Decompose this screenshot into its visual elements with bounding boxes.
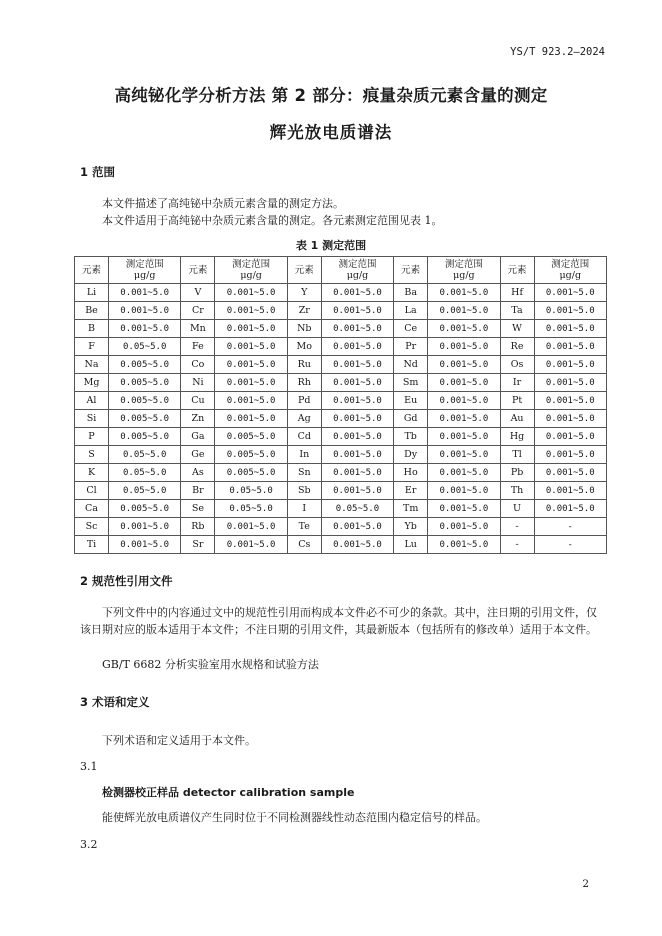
element-symbol-cell: Te [287, 518, 321, 536]
element-symbol-cell: Ni [181, 374, 215, 392]
range-value-cell: 0.05~5.0 [215, 500, 287, 518]
header-range: 测定范围 μg/g [428, 257, 500, 284]
section-3-paragraph: 下列术语和定义适用于本文件。 [102, 734, 256, 747]
range-value-cell: 0.001~5.0 [428, 302, 500, 320]
element-symbol-cell: Gd [394, 410, 428, 428]
range-value-cell: 0.05~5.0 [109, 338, 181, 356]
element-symbol-cell: W [500, 320, 534, 338]
element-symbol-cell: Sm [394, 374, 428, 392]
section-1-heading: 1 范围 [80, 165, 116, 179]
range-value-cell: - [534, 518, 606, 536]
range-value-cell: 0.005~5.0 [215, 428, 287, 446]
element-symbol-cell: Sn [287, 464, 321, 482]
range-value-cell: 0.001~5.0 [534, 446, 606, 464]
range-value-cell: 0.05~5.0 [109, 482, 181, 500]
element-symbol-cell: La [394, 302, 428, 320]
range-value-cell: 0.005~5.0 [109, 356, 181, 374]
element-symbol-cell: Ag [287, 410, 321, 428]
section-1-paragraph-2: 本文件适用于高纯铋中杂质元素含量的测定。各元素测定范围见表 1。 [102, 214, 443, 227]
element-symbol-cell: B [75, 320, 109, 338]
element-symbol-cell: Se [181, 500, 215, 518]
element-symbol-cell: Ti [75, 536, 109, 554]
table-body [75, 284, 607, 554]
range-value-cell: 0.05~5.0 [215, 482, 287, 500]
document-title: 高纯铋化学分析方法 第 2 部分：痕量杂质元素含量的测定 [114, 86, 548, 105]
element-symbol-cell: Sr [181, 536, 215, 554]
element-symbol-cell: Cl [75, 482, 109, 500]
range-value-cell: 0.05~5.0 [109, 464, 181, 482]
term-3-1-number: 3.1 [80, 760, 98, 773]
range-value-cell: 0.001~5.0 [215, 536, 287, 554]
range-value-cell: 0.001~5.0 [109, 284, 181, 302]
element-symbol-cell: Tl [500, 446, 534, 464]
table-row [75, 284, 607, 302]
element-symbol-cell: Ce [394, 320, 428, 338]
range-value-cell: 0.001~5.0 [321, 302, 393, 320]
header-element: 元素 [394, 257, 428, 284]
range-value-cell: 0.001~5.0 [534, 302, 606, 320]
table-row [75, 302, 607, 320]
element-symbol-cell: V [181, 284, 215, 302]
header-element: 元素 [75, 257, 109, 284]
range-value-cell: 0.001~5.0 [215, 320, 287, 338]
range-value-cell: 0.001~5.0 [321, 428, 393, 446]
element-symbol-cell: Ta [500, 302, 534, 320]
range-value-cell: 0.001~5.0 [428, 284, 500, 302]
range-value-cell: 0.001~5.0 [428, 392, 500, 410]
table-row [75, 392, 607, 410]
table-caption: 表 1 测定范围 [295, 239, 367, 252]
range-value-cell: 0.001~5.0 [428, 356, 500, 374]
range-value-cell: 0.001~5.0 [534, 464, 606, 482]
element-symbol-cell: Pt [500, 392, 534, 410]
normative-reference-item: GB/T 6682 分析实验室用水规格和试验方法 [102, 658, 319, 671]
element-symbol-cell: Re [500, 338, 534, 356]
range-value-cell: 0.005~5.0 [109, 374, 181, 392]
range-value-cell: 0.001~5.0 [215, 356, 287, 374]
range-value-cell: 0.001~5.0 [534, 410, 606, 428]
element-symbol-cell: I [287, 500, 321, 518]
element-symbol-cell: Nd [394, 356, 428, 374]
term-3-1-title: 检测器校正样品 detector calibration sample [102, 786, 355, 799]
element-symbol-cell: Ba [394, 284, 428, 302]
element-symbol-cell: Ca [75, 500, 109, 518]
range-value-cell: 0.001~5.0 [428, 518, 500, 536]
range-value-cell: 0.001~5.0 [321, 518, 393, 536]
element-symbol-cell: Co [181, 356, 215, 374]
element-symbol-cell: Cs [287, 536, 321, 554]
element-symbol-cell: K [75, 464, 109, 482]
element-symbol-cell: Fe [181, 338, 215, 356]
element-symbol-cell: Eu [394, 392, 428, 410]
element-symbol-cell: Si [75, 410, 109, 428]
range-value-cell: 0.001~5.0 [428, 446, 500, 464]
range-value-cell: 0.001~5.0 [321, 482, 393, 500]
range-value-cell: 0.001~5.0 [534, 392, 606, 410]
element-symbol-cell: Al [75, 392, 109, 410]
range-value-cell: 0.001~5.0 [428, 428, 500, 446]
element-symbol-cell: Zn [181, 410, 215, 428]
element-symbol-cell: Dy [394, 446, 428, 464]
element-symbol-cell: Zr [287, 302, 321, 320]
range-value-cell: 0.001~5.0 [321, 464, 393, 482]
measurement-range-table [74, 256, 607, 554]
range-value-cell: 0.001~5.0 [321, 410, 393, 428]
header-element: 元素 [500, 257, 534, 284]
element-symbol-cell: Sc [75, 518, 109, 536]
header-element: 元素 [287, 257, 321, 284]
table-row [75, 410, 607, 428]
table-row [75, 500, 607, 518]
range-value-cell: 0.001~5.0 [321, 446, 393, 464]
table-row [75, 338, 607, 356]
element-symbol-cell: Tm [394, 500, 428, 518]
range-value-cell: 0.001~5.0 [321, 356, 393, 374]
table-row [75, 482, 607, 500]
element-symbol-cell: Br [181, 482, 215, 500]
element-symbol-cell: Na [75, 356, 109, 374]
range-value-cell: 0.005~5.0 [109, 428, 181, 446]
range-value-cell: 0.001~5.0 [428, 482, 500, 500]
element-symbol-cell: Rh [287, 374, 321, 392]
range-value-cell: 0.001~5.0 [428, 536, 500, 554]
range-value-cell: - [534, 536, 606, 554]
element-symbol-cell: Yb [394, 518, 428, 536]
range-value-cell: 0.001~5.0 [215, 338, 287, 356]
element-symbol-cell: S [75, 446, 109, 464]
range-value-cell: 0.001~5.0 [534, 320, 606, 338]
header-element: 元素 [181, 257, 215, 284]
range-value-cell: 0.001~5.0 [428, 320, 500, 338]
element-symbol-cell: As [181, 464, 215, 482]
page-number: 2 [582, 878, 589, 890]
element-symbol-cell: Pb [500, 464, 534, 482]
element-symbol-cell: Os [500, 356, 534, 374]
section-2-heading: 2 规范性引用文件 [80, 574, 173, 588]
range-value-cell: 0.001~5.0 [534, 374, 606, 392]
element-symbol-cell: Ho [394, 464, 428, 482]
element-symbol-cell: - [500, 518, 534, 536]
document-number: YS/T 923.2—2024 [510, 46, 605, 58]
range-value-cell: 0.001~5.0 [321, 392, 393, 410]
document-subtitle: 辉光放电质谱法 [269, 123, 393, 142]
element-symbol-cell: - [500, 536, 534, 554]
range-value-cell: 0.005~5.0 [109, 392, 181, 410]
table-row [75, 518, 607, 536]
range-value-cell: 0.001~5.0 [534, 428, 606, 446]
range-value-cell: 0.001~5.0 [215, 518, 287, 536]
element-symbol-cell: Cu [181, 392, 215, 410]
range-value-cell: 0.001~5.0 [534, 500, 606, 518]
range-value-cell: 0.001~5.0 [534, 482, 606, 500]
range-value-cell: 0.001~5.0 [215, 284, 287, 302]
element-symbol-cell: Au [500, 410, 534, 428]
section-2-paragraph: 下列文件中的内容通过文中的规范性引用而构成本文件必不可少的条款。其中，注日期的引用文件，仅该日期对应的版本适用于本文件；不注日期的引用文件，其最新版本（包括所有的修改单）适用于本文件。 [80, 606, 597, 636]
element-symbol-cell: P [75, 428, 109, 446]
element-symbol-cell: Ir [500, 374, 534, 392]
section-3-heading: 3 术语和定义 [80, 695, 150, 709]
range-value-cell: 0.001~5.0 [534, 338, 606, 356]
range-value-cell: 0.001~5.0 [109, 518, 181, 536]
element-symbol-cell: Pd [287, 392, 321, 410]
element-symbol-cell: Hg [500, 428, 534, 446]
range-value-cell: 0.001~5.0 [534, 356, 606, 374]
term-3-1-definition: 能使辉光放电质谱仪产生同时位于不同检测器线性动态范围内稳定信号的样品。 [102, 811, 487, 824]
range-value-cell: 0.05~5.0 [321, 500, 393, 518]
header-range: 测定范围 μg/g [109, 257, 181, 284]
element-symbol-cell: Rb [181, 518, 215, 536]
element-symbol-cell: Er [394, 482, 428, 500]
element-symbol-cell: Sb [287, 482, 321, 500]
element-symbol-cell: Cd [287, 428, 321, 446]
range-value-cell: 0.001~5.0 [321, 338, 393, 356]
range-value-cell: 0.001~5.0 [534, 284, 606, 302]
element-symbol-cell: Li [75, 284, 109, 302]
element-symbol-cell: Tb [394, 428, 428, 446]
element-symbol-cell: Hf [500, 284, 534, 302]
element-symbol-cell: Nb [287, 320, 321, 338]
table-header-row [75, 257, 607, 284]
header-range: 测定范围 μg/g [534, 257, 606, 284]
element-symbol-cell: Cr [181, 302, 215, 320]
range-value-cell: 0.005~5.0 [109, 410, 181, 428]
element-symbol-cell: Y [287, 284, 321, 302]
range-value-cell: 0.001~5.0 [321, 536, 393, 554]
range-value-cell: 0.001~5.0 [428, 500, 500, 518]
range-value-cell: 0.05~5.0 [109, 446, 181, 464]
table-row [75, 374, 607, 392]
element-symbol-cell: Ru [287, 356, 321, 374]
range-value-cell: 0.001~5.0 [215, 302, 287, 320]
table-row [75, 446, 607, 464]
range-value-cell: 0.001~5.0 [215, 374, 287, 392]
range-value-cell: 0.005~5.0 [215, 446, 287, 464]
range-value-cell: 0.001~5.0 [109, 302, 181, 320]
range-value-cell: 0.001~5.0 [215, 392, 287, 410]
element-symbol-cell: Be [75, 302, 109, 320]
table-row [75, 320, 607, 338]
section-1-paragraph-1: 本文件描述了高纯铋中杂质元素含量的测定方法。 [102, 197, 344, 210]
range-value-cell: 0.001~5.0 [321, 374, 393, 392]
element-symbol-cell: Th [500, 482, 534, 500]
element-symbol-cell: Lu [394, 536, 428, 554]
element-symbol-cell: Mo [287, 338, 321, 356]
element-symbol-cell: Mg [75, 374, 109, 392]
element-symbol-cell: U [500, 500, 534, 518]
table-row [75, 536, 607, 554]
element-symbol-cell: Ge [181, 446, 215, 464]
range-value-cell: 0.001~5.0 [215, 410, 287, 428]
element-symbol-cell: Pr [394, 338, 428, 356]
element-symbol-cell: In [287, 446, 321, 464]
range-value-cell: 0.001~5.0 [109, 536, 181, 554]
range-value-cell: 0.005~5.0 [215, 464, 287, 482]
range-value-cell: 0.001~5.0 [321, 320, 393, 338]
element-symbol-cell: Ga [181, 428, 215, 446]
table-row [75, 464, 607, 482]
table-row [75, 428, 607, 446]
range-value-cell: 0.001~5.0 [428, 464, 500, 482]
range-value-cell: 0.005~5.0 [109, 500, 181, 518]
range-value-cell: 0.001~5.0 [428, 338, 500, 356]
element-symbol-cell: Mn [181, 320, 215, 338]
table-row [75, 356, 607, 374]
header-range: 测定范围 μg/g [215, 257, 287, 284]
range-value-cell: 0.001~5.0 [428, 374, 500, 392]
range-value-cell: 0.001~5.0 [109, 320, 181, 338]
element-symbol-cell: F [75, 338, 109, 356]
range-value-cell: 0.001~5.0 [321, 284, 393, 302]
header-range: 测定范围 μg/g [321, 257, 393, 284]
range-value-cell: 0.001~5.0 [428, 410, 500, 428]
term-3-2-number: 3.2 [80, 838, 98, 851]
